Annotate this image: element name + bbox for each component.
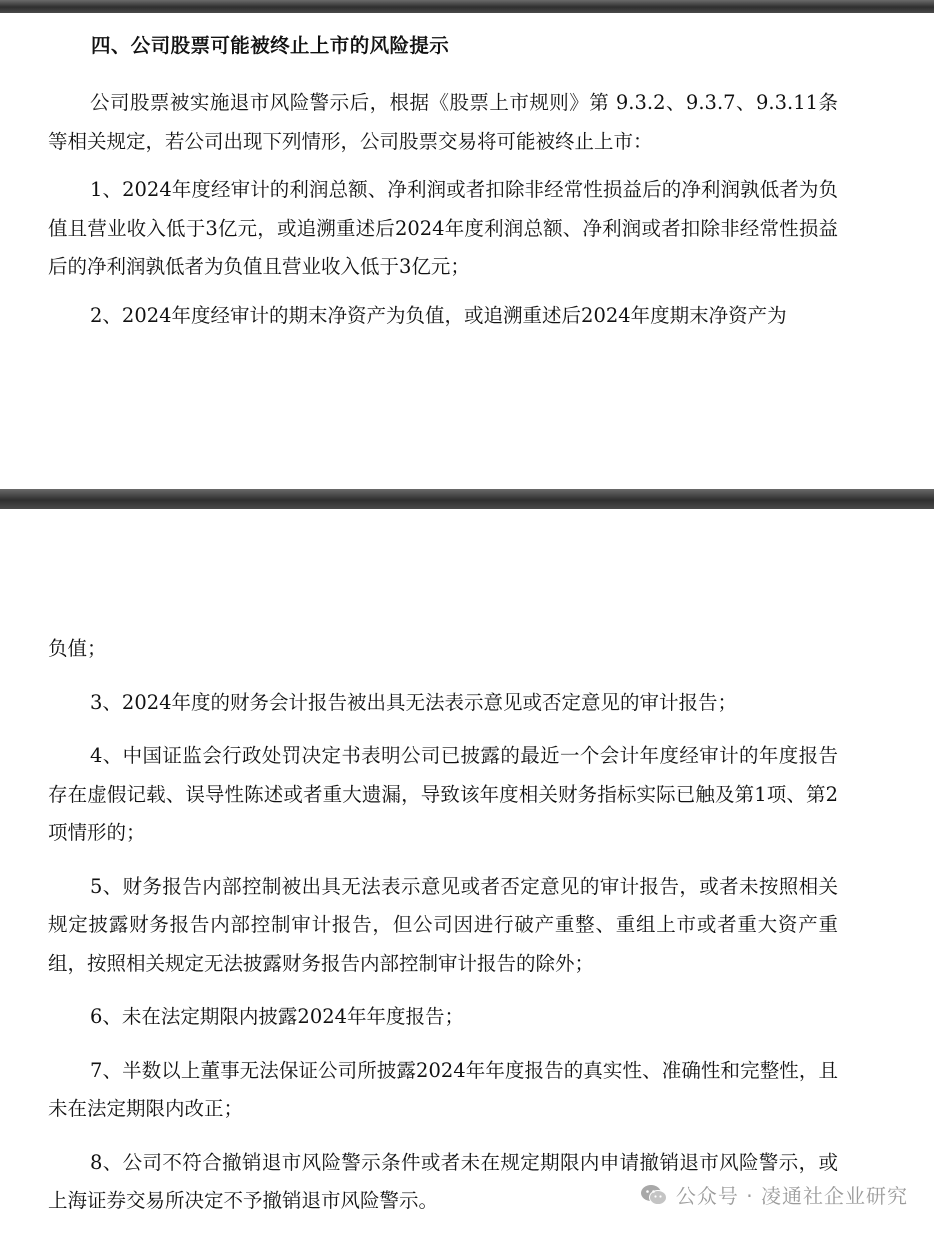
page-2-body <box>48 630 838 1221</box>
watermark <box>640 1180 908 1209</box>
paragraph-item-4: 4、中国证监会行政处罚决定书表明公司已披露的最近一个会计年度经审计的年度报告存在虚假记载、误导性陈述或者重大遗漏，导致该年度相关财务指标实际已触及第1项、第2项情形的； <box>48 744 838 844</box>
page-1-body <box>48 84 838 335</box>
paragraph-item-1: 1、2024年度经审计的利润总额、净利润或者扣除非经常性损益后的净利润孰低者为负值且营业收入低于3亿元，或追溯重述后2024年度利润总额、净利润或者扣除非经常性损益后的净利润孰低者为负值且营业收入低于3亿元； <box>48 178 838 278</box>
paragraph-item-2-end: 负值； <box>48 637 107 660</box>
section-title: 四、公司股票可能被终止上市的风险提示 <box>91 34 450 57</box>
paragraph-item-3: 3、2024年度的财务会计报告被出具无法表示意见或否定意见的审计报告； <box>90 690 738 714</box>
page-divider <box>0 489 934 509</box>
paragraph-item-5: 5、财务报告内部控制被出具无法表示意见或者否定意见的审计报告，或者未按照相关规定披露财务报告内部控制审计报告，但公司因进行破产重整、重组上市或者重大资产重组，按照相关规定无法披露财务报告内部控制审计报告的除外； <box>48 874 838 975</box>
paragraph-item-2-start: 2、2024年度经审计的期末净资产为负值，或追溯重述后2024年度期末净资产为 <box>90 303 787 327</box>
paragraph-intro: 公司股票被实施退市风险警示后，根据《股票上市规则》第 9.3.2、9.3.7、9.3.11条等相关规定，若公司出现下列情形，公司股票交易将可能被终止上市： <box>48 91 838 153</box>
paragraph-item-7: 7、半数以上董事无法保证公司所披露2024年年度报告的真实性、准确性和完整性，且未在法定期限内改正； <box>48 1058 838 1120</box>
paragraph-item-8: 8、公司不符合撤销退市风险警示条件或者未在规定期限内申请撤销退市风险警示，或上海证券交易所决定不予撤销退市风险警示。 <box>48 1150 838 1212</box>
watermark-text: 公众号 · 凌通社企业研究 <box>675 1184 908 1208</box>
page-divider-top <box>0 0 934 13</box>
paragraph-item-6: 6、未在法定期限内披露2024年年度报告； <box>90 1005 465 1028</box>
wechat-icon <box>640 1183 668 1207</box>
